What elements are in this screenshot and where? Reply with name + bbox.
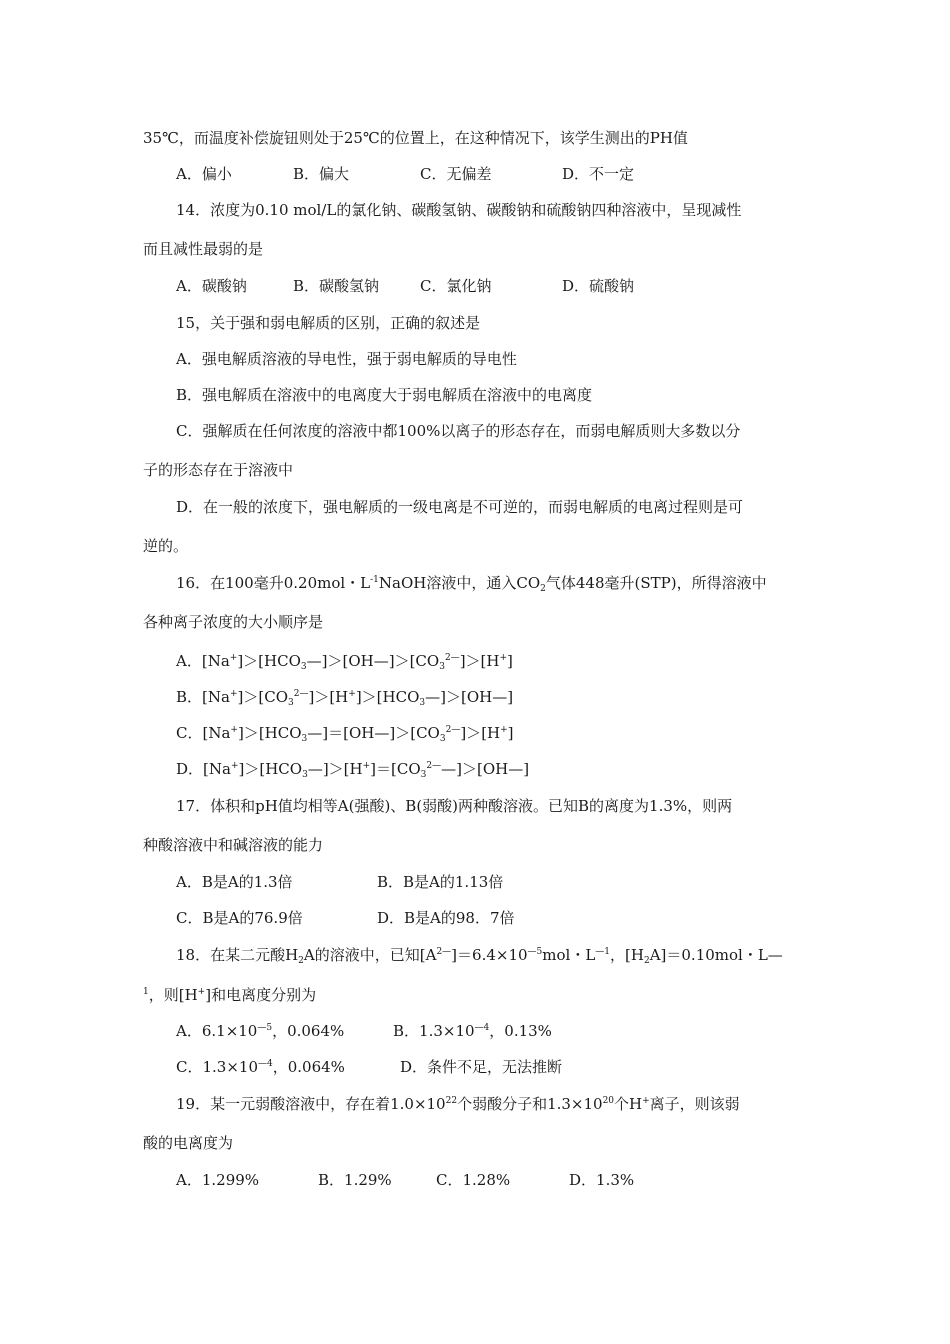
q18-stem-line1: 18．在某二元酸$H_2A$的溶液中，已知$[A^{2—}]=6.4\times 10^{—5}mol$・$L^{—1}$，$[H_2A]=0.10mol$・L— (176, 946, 783, 966)
q16-option-a: A．$[Na^+]>[HCO_3—]>[OH—]>[CO_3^{2—}]>[H^+]$ (176, 652, 513, 672)
q16-stem-line1: 16．在100毫升0.20mol・$L^{-1}NaOH$溶液中，通入$CO_2$气体448毫升(STP)，所得溶液中 (176, 574, 767, 594)
q19-options (176, 1170, 876, 1190)
q14-option-d: D．硫酸钠 (562, 277, 635, 295)
q19-option-c: C．1.28% (436, 1171, 511, 1189)
q18-stem-line2: $^1$，则[H+]和电离度分别为 (143, 986, 317, 1004)
q17-option-d: D．B是A的98．7倍 (377, 909, 515, 927)
q13-option-a: A．偏小 (176, 165, 232, 183)
q18-option-d: D．条件不足，无法推断 (400, 1058, 563, 1076)
q19-option-a: A．1.299% (176, 1171, 260, 1189)
q17-options-row1 (176, 872, 876, 892)
q16-stem-line2: 各种离子浓度的大小顺序是 (143, 613, 324, 631)
q15-option-d-line2: 逆的。 (143, 537, 189, 555)
q16-option-d: D．$[Na^+]>[HCO_3—]>[H^+]=[CO_3^{2—}—]>[OH—]$ (176, 760, 530, 780)
q15-option-d-line1: D．在一般的浓度下，强电解质的一级电离是不可逆的，而弱电解质的电离过程则是可 (176, 498, 744, 516)
q13-option-b: B．偏大 (293, 165, 350, 183)
q15-option-c-line2: 子的形态存在于溶液中 (143, 461, 294, 479)
q13-option-d: D．不一定 (562, 165, 635, 183)
q17-options-row2 (176, 908, 876, 928)
q13-options (176, 164, 876, 184)
q18-option-c: C．$1.3\times 10^{—4}$，0.064% (176, 1058, 345, 1076)
q18-option-b: B．$1.3\times 10^{—4}$，0.13% (393, 1022, 552, 1040)
q16-option-c: C．$[Na^+]>[HCO_3—]=[OH—]>[CO_3^{2—}]>[H^+]$ (176, 724, 514, 744)
q17-stem-line2: 种酸溶液中和碱溶液的能力 (143, 836, 324, 854)
q19-option-b: B．1.29% (318, 1171, 392, 1189)
q15-option-c-line1: C．强解质在任何浓度的溶液中都100%以离子的形态存在，而弱电解质则大多数以分 (176, 422, 741, 440)
q19-option-d: D．1.3% (569, 1171, 635, 1189)
q19-stem-line2: 酸的电离度为 (143, 1134, 234, 1152)
q17-option-c: C．B是A的76.9倍 (176, 909, 303, 927)
q14-stem-line2: 而且减性最弱的是 (143, 240, 264, 258)
q13-option-c: C．无偏差 (420, 165, 492, 183)
q15-stem: 15，关于强和弱电解质的区别，正确的叙述是 (176, 314, 481, 332)
q18-options-row2 (176, 1057, 876, 1077)
q14-stem-line1: 14．浓度为0.10 mol/L的氯化钠、碳酸氢钠、碳酸钠和硫酸钠四种溶液中，呈现减性 (176, 201, 742, 219)
q18-option-a: A．$6.1\times 10^{—5}$，0.064% (176, 1022, 345, 1040)
q14-option-c: C．氯化钠 (420, 277, 492, 295)
q17-option-a: A．B是A的1.3倍 (176, 873, 293, 891)
q19-stem-line1: 19．某一元弱酸溶液中，存在着$1.0\times 10^{22}$个弱酸分子和$1.3\times 10^{20}$个H+离子，则该弱 (176, 1095, 740, 1113)
q14-option-a: A．碳酸钠 (176, 277, 247, 295)
q15-option-b: B．强电解质在溶液中的电离度大于弱电解质在溶液中的电离度 (176, 386, 593, 404)
q13-continuation: 35℃，而温度补偿旋钮则处于25℃的位置上，在这种情况下，该学生测出的PH值 (143, 129, 688, 147)
q14-options (176, 276, 876, 296)
q16-option-b: B．$[Na^+]>[CO_3^{2—}]>[H^+]>[HCO_3—]>[OH—]$ (176, 688, 514, 708)
q15-option-a: A．强电解质溶液的导电性，强于弱电解质的导电性 (176, 350, 517, 368)
q18-options-row1 (176, 1021, 876, 1041)
q17-option-b: B．B是A的1.13倍 (377, 873, 504, 891)
q14-option-b: B．碳酸氢钠 (293, 277, 380, 295)
q17-stem-line1: 17．体积和pH值均相等A(强酸)、B(弱酸)两种酸溶液。已知B的离度为1.3%，则两 (176, 797, 733, 815)
